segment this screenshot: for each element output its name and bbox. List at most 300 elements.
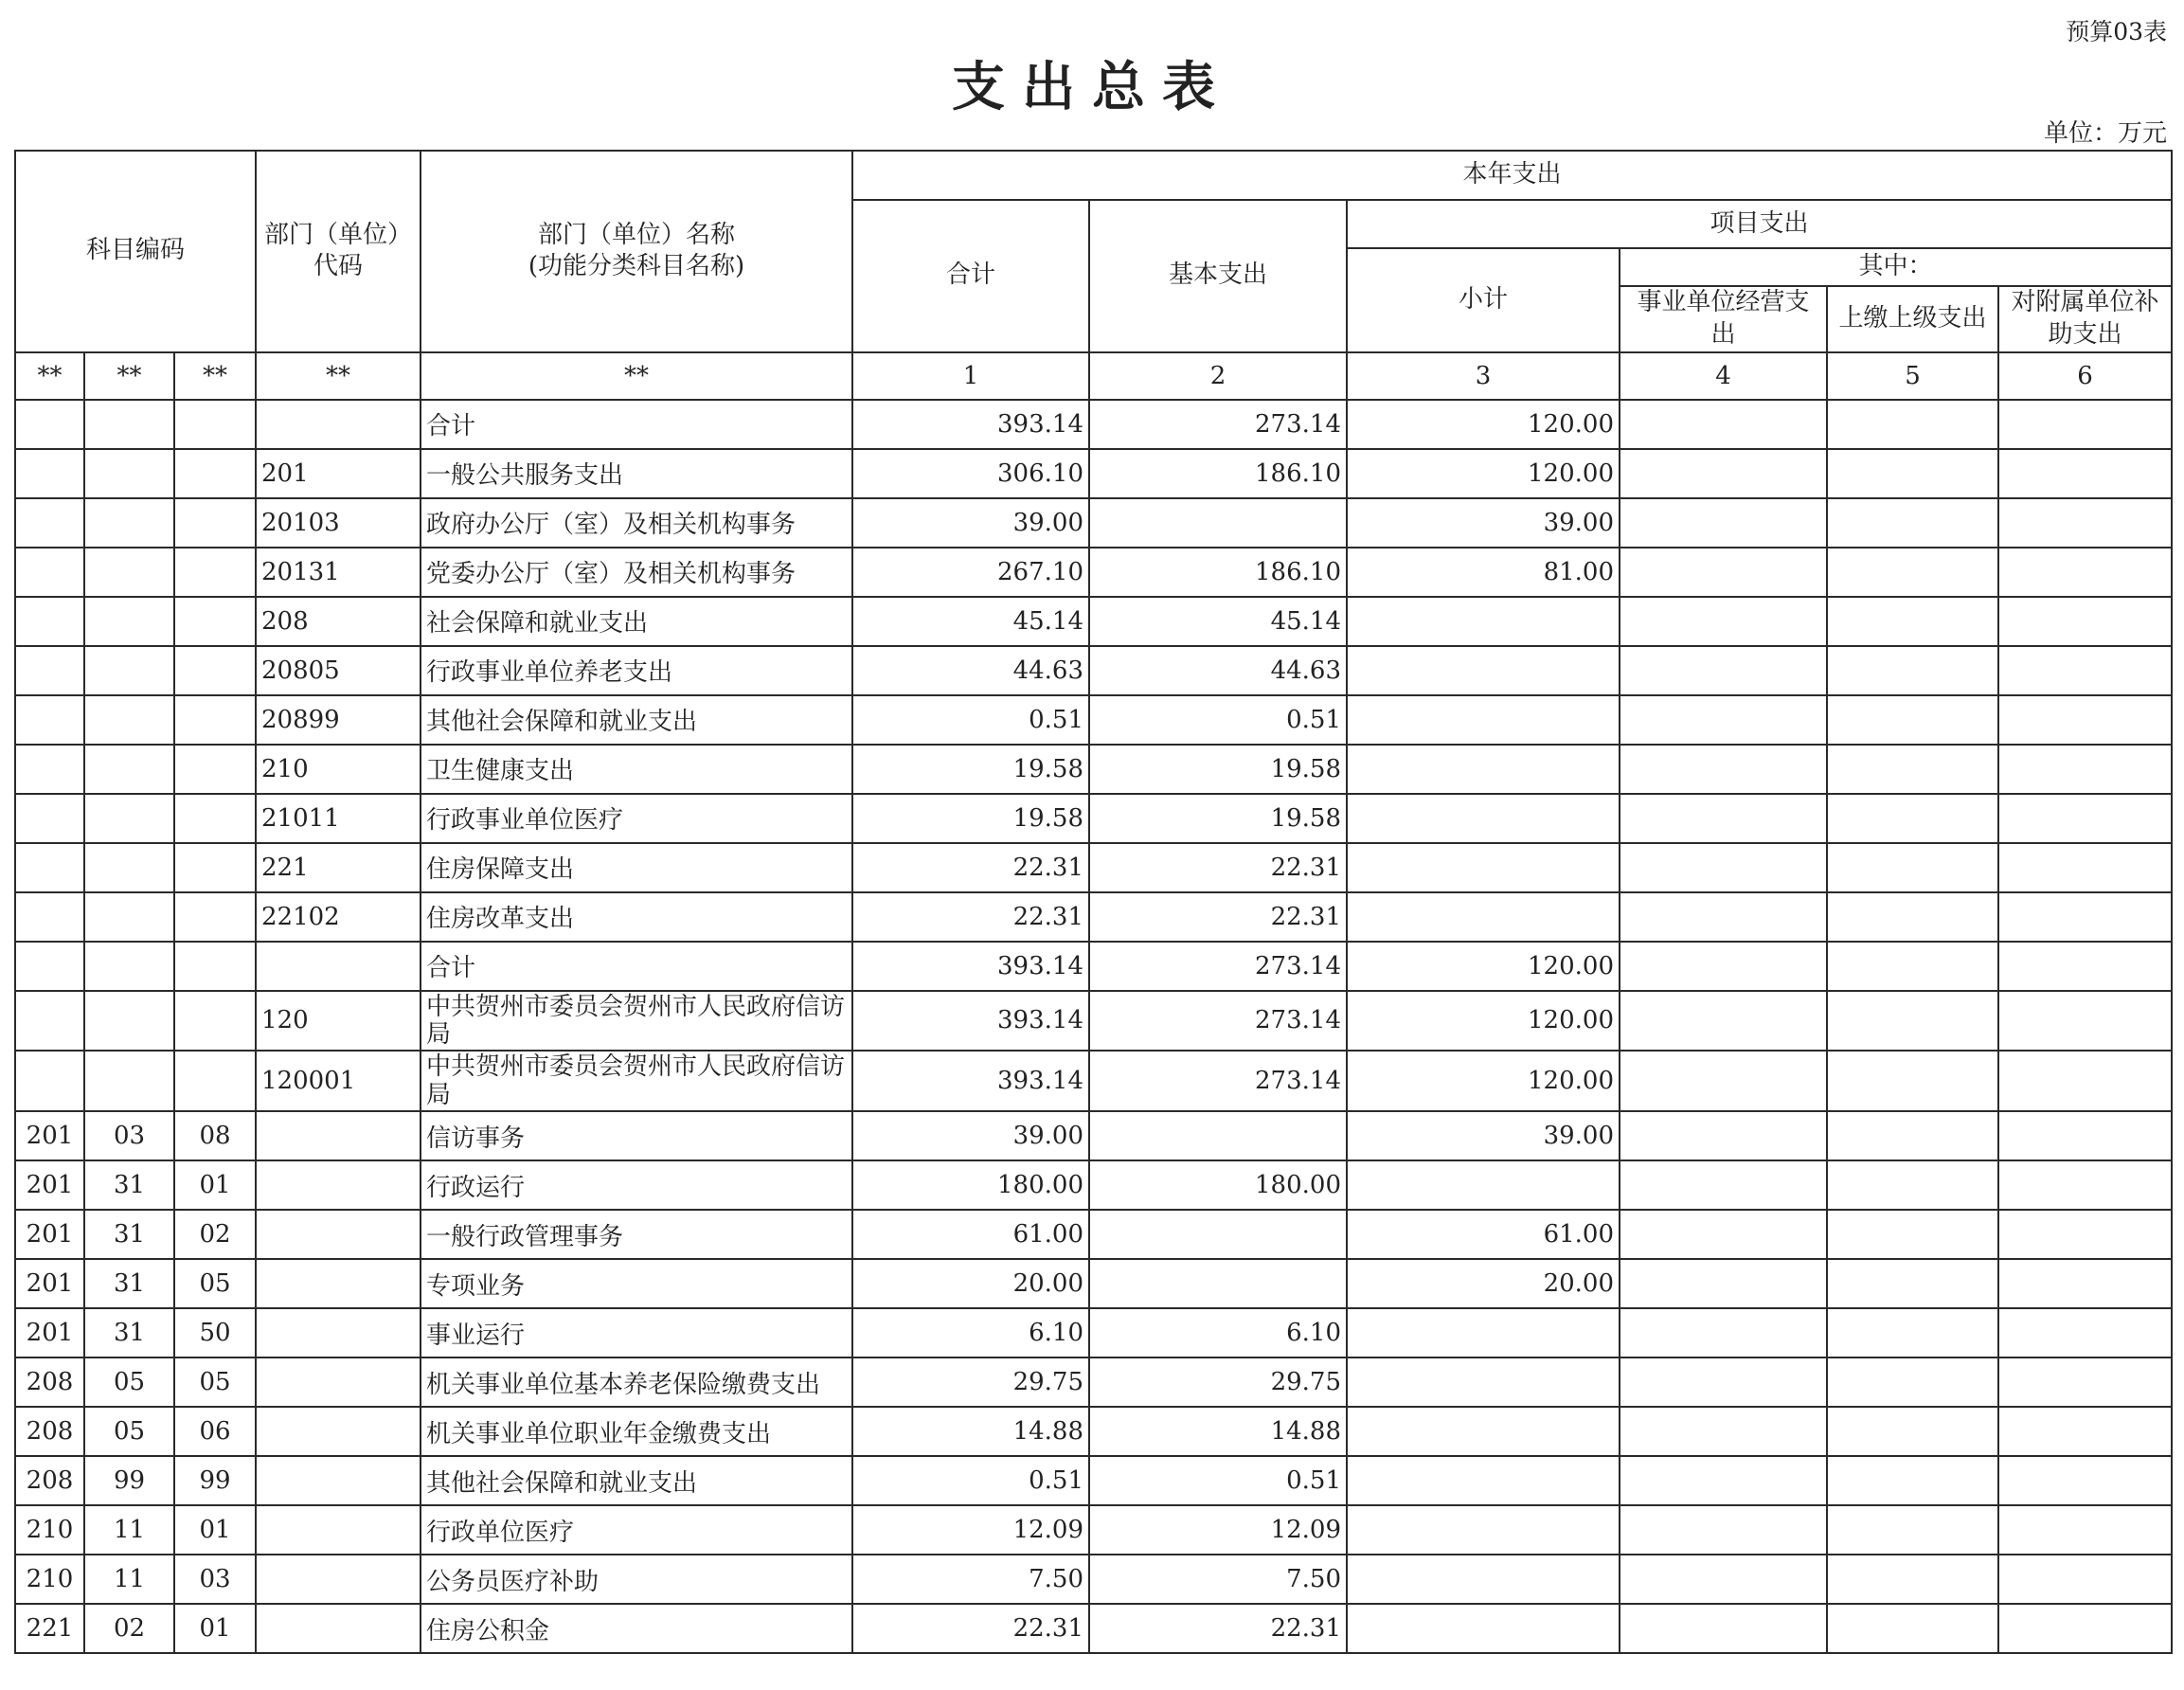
subject-item-cell [174,695,256,745]
dept-name-cell: 合计 [421,942,852,991]
subject-class-cell [15,942,84,991]
subsidy-cell [1998,498,2172,548]
subject-item-cell: 05 [174,1259,256,1308]
subject-section-cell [84,695,174,745]
total-cell: 14.88 [852,1407,1089,1456]
table-row [15,1111,2172,1160]
project-subtotal-cell [1347,646,1620,695]
dept-name-cell: 一般行政管理事务 [421,1210,852,1259]
dept-code-cell [256,1407,421,1456]
subject-class-cell [15,892,84,942]
subsidy-cell [1998,597,2172,646]
subsidy-cell [1998,1259,2172,1308]
subsidy-cell [1998,843,2172,892]
dept-code-cell: 20103 [256,498,421,548]
subject-class-cell [15,794,84,843]
project-subtotal-cell [1347,794,1620,843]
subject-item-cell: 08 [174,1111,256,1160]
col-number-1: 1 [852,352,1089,400]
subject-section-cell: 02 [84,1604,174,1653]
project-subtotal-cell [1347,1308,1620,1357]
subject-item-cell: 01 [174,1604,256,1653]
subject-class-cell: 201 [15,1308,84,1357]
basic-cell: 45.14 [1089,597,1347,646]
basic-cell: 186.10 [1089,449,1347,498]
total-cell: 22.31 [852,892,1089,942]
table-row [15,1407,2172,1456]
subject-item-cell: 06 [174,1407,256,1456]
basic-cell: 14.88 [1089,1407,1347,1456]
dept-code-cell [256,1308,421,1357]
subject-section-cell [84,548,174,597]
biz-op-cell [1620,745,1827,794]
upper-pay-cell [1827,1456,1998,1505]
subject-item-cell [174,991,256,1052]
dept-code-cell: 201 [256,449,421,498]
total-cell: 61.00 [852,1210,1089,1259]
table-row [15,1456,2172,1505]
subject-item-cell [174,1051,256,1111]
project-subtotal-cell [1347,597,1620,646]
total-cell: 29.75 [852,1357,1089,1407]
subject-class-cell: 201 [15,1111,84,1160]
upper-pay-cell [1827,991,1998,1052]
biz-op-cell [1620,1604,1827,1653]
subject-section-cell: 03 [84,1111,174,1160]
project-subtotal-cell [1347,695,1620,745]
upper-pay-cell [1827,794,1998,843]
dept-name-cell: 党委办公厅（室）及相关机构事务 [421,548,852,597]
biz-op-cell [1620,1456,1827,1505]
header-subtotal: 小计 [1347,248,1620,352]
biz-op-cell [1620,1505,1827,1555]
dept-code-cell [256,1604,421,1653]
subject-section-cell: 31 [84,1308,174,1357]
subject-item-cell [174,400,256,449]
dept-name-cell: 行政运行 [421,1160,852,1210]
biz-op-cell [1620,400,1827,449]
subsidy-cell [1998,1407,2172,1456]
subject-class-cell [15,597,84,646]
dept-name-cell: 合计 [421,400,852,449]
subject-class-cell: 208 [15,1407,84,1456]
subject-class-cell: 221 [15,1604,84,1653]
biz-op-cell [1620,695,1827,745]
subject-class-cell [15,449,84,498]
biz-op-cell [1620,794,1827,843]
biz-op-cell [1620,548,1827,597]
table-row [15,1604,2172,1653]
subsidy-cell [1998,991,2172,1052]
table-row [15,646,2172,695]
total-cell: 44.63 [852,646,1089,695]
upper-pay-cell [1827,646,1998,695]
project-subtotal-cell [1347,843,1620,892]
basic-cell [1089,1259,1347,1308]
project-subtotal-cell [1347,1555,1620,1604]
project-subtotal-cell [1347,1505,1620,1555]
upper-pay-cell [1827,597,1998,646]
expenditure-table [14,150,2173,1654]
basic-cell: 22.31 [1089,892,1347,942]
col-number-4: 4 [1620,352,1827,400]
table-row [15,548,2172,597]
basic-cell: 180.00 [1089,1160,1347,1210]
biz-op-cell [1620,1555,1827,1604]
col-number-2: 2 [1089,352,1347,400]
dept-name-cell: 住房保障支出 [421,843,852,892]
subject-section-cell [84,400,174,449]
dept-code-cell [256,1210,421,1259]
header-total: 合计 [852,200,1089,352]
project-subtotal-cell [1347,1407,1620,1456]
total-cell: 12.09 [852,1505,1089,1555]
biz-op-cell [1620,1407,1827,1456]
subject-section-cell [84,597,174,646]
dept-name-cell: 公务员医疗补助 [421,1555,852,1604]
upper-pay-cell [1827,400,1998,449]
subject-section-cell [84,942,174,991]
total-cell: 393.14 [852,1051,1089,1111]
dept-code-cell: 210 [256,745,421,794]
star-cell: ** [421,352,852,400]
subject-class-cell: 208 [15,1456,84,1505]
subject-class-cell: 208 [15,1357,84,1407]
subject-class-cell [15,695,84,745]
subsidy-cell [1998,646,2172,695]
biz-op-cell [1620,1160,1827,1210]
dept-code-cell [256,1555,421,1604]
basic-cell: 19.58 [1089,745,1347,794]
project-subtotal-cell: 120.00 [1347,1051,1620,1111]
subject-section-cell: 31 [84,1160,174,1210]
table-row [15,843,2172,892]
basic-cell: 273.14 [1089,400,1347,449]
total-cell: 20.00 [852,1259,1089,1308]
subject-item-cell: 01 [174,1160,256,1210]
subject-section-cell [84,843,174,892]
subject-section-cell [84,646,174,695]
header-of-which: 其中： [1620,248,2172,286]
project-subtotal-cell: 120.00 [1347,991,1620,1052]
subsidy-cell [1998,1308,2172,1357]
biz-op-cell [1620,498,1827,548]
upper-pay-cell [1827,843,1998,892]
upper-pay-cell [1827,745,1998,794]
subject-class-cell [15,843,84,892]
biz-op-cell [1620,843,1827,892]
basic-cell: 186.10 [1089,548,1347,597]
dept-name-cell: 卫生健康支出 [421,745,852,794]
upper-pay-cell [1827,1407,1998,1456]
upper-pay-cell [1827,1308,1998,1357]
dept-name-cell: 其他社会保障和就业支出 [421,695,852,745]
upper-pay-cell [1827,498,1998,548]
subsidy-cell [1998,745,2172,794]
dept-code-cell: 221 [256,843,421,892]
upper-pay-cell [1827,1555,1998,1604]
total-cell: 180.00 [852,1160,1089,1210]
subsidy-cell [1998,1456,2172,1505]
header-project: 项目支出 [1347,200,2172,248]
table-row [15,1160,2172,1210]
subsidy-cell [1998,892,2172,942]
subject-class-cell [15,646,84,695]
subject-section-cell: 99 [84,1456,174,1505]
page-title: 支出总表 [952,57,1232,118]
total-cell: 393.14 [852,991,1089,1052]
upper-pay-cell [1827,1259,1998,1308]
subject-section-cell [84,498,174,548]
dept-code-cell [256,1357,421,1407]
project-subtotal-cell [1347,1160,1620,1210]
header-dept-name: 部门（单位）名称 (功能分类科目名称) [421,151,852,352]
subsidy-cell [1998,548,2172,597]
table-row [15,1308,2172,1357]
dept-name-cell: 事业运行 [421,1308,852,1357]
upper-pay-cell [1827,942,1998,991]
subject-item-cell [174,892,256,942]
subsidy-cell [1998,1111,2172,1160]
upper-pay-cell [1827,1051,1998,1111]
star-cell: ** [84,352,174,400]
project-subtotal-cell [1347,1456,1620,1505]
total-cell: 19.58 [852,794,1089,843]
dept-code-cell: 20805 [256,646,421,695]
dept-name-cell: 中共贺州市委员会贺州市人民政府信访局 [421,991,852,1052]
basic-cell [1089,1210,1347,1259]
basic-cell: 273.14 [1089,1051,1347,1111]
biz-op-cell [1620,1357,1827,1407]
upper-pay-cell [1827,695,1998,745]
total-cell: 393.14 [852,942,1089,991]
col-number-5: 5 [1827,352,1998,400]
subject-class-cell: 210 [15,1505,84,1555]
dept-name-cell: 一般公共服务支出 [421,449,852,498]
subsidy-cell [1998,1604,2172,1653]
project-subtotal-cell: 81.00 [1347,548,1620,597]
basic-cell: 12.09 [1089,1505,1347,1555]
basic-cell: 273.14 [1089,942,1347,991]
basic-cell: 29.75 [1089,1357,1347,1407]
subject-class-cell: 210 [15,1555,84,1604]
table-header [15,151,2172,400]
header-dept-code: 部门（单位）代码 [256,151,421,352]
dept-name-cell: 机关事业单位基本养老保险缴费支出 [421,1357,852,1407]
total-cell: 22.31 [852,843,1089,892]
header-subsidy: 对附属单位补助支出 [1998,286,2172,352]
table-row [15,942,2172,991]
subject-item-cell: 99 [174,1456,256,1505]
subsidy-cell [1998,400,2172,449]
header-current-year: 本年支出 [852,151,2172,200]
dept-code-cell: 21011 [256,794,421,843]
table-row [15,794,2172,843]
upper-pay-cell [1827,1210,1998,1259]
dept-code-cell: 22102 [256,892,421,942]
subject-class-cell: 201 [15,1259,84,1308]
biz-op-cell [1620,1051,1827,1111]
project-subtotal-cell: 120.00 [1347,400,1620,449]
table-row [15,400,2172,449]
table-row [15,597,2172,646]
dept-code-cell: 20131 [256,548,421,597]
dept-name-cell: 专项业务 [421,1259,852,1308]
basic-cell: 0.51 [1089,695,1347,745]
basic-cell: 273.14 [1089,991,1347,1052]
dept-code-cell: 20899 [256,695,421,745]
subsidy-cell [1998,449,2172,498]
dept-name-cell: 社会保障和就业支出 [421,597,852,646]
total-cell: 0.51 [852,1456,1089,1505]
subject-section-cell: 05 [84,1407,174,1456]
upper-pay-cell [1827,1160,1998,1210]
subject-item-cell [174,597,256,646]
table-row [15,1555,2172,1604]
subject-class-cell [15,745,84,794]
header-biz-op: 事业单位经营支出 [1620,286,1827,352]
total-cell: 22.31 [852,1604,1089,1653]
subject-section-cell [84,794,174,843]
subject-item-cell: 02 [174,1210,256,1259]
project-subtotal-cell: 39.00 [1347,498,1620,548]
biz-op-cell [1620,1308,1827,1357]
dept-name-cell: 行政事业单位养老支出 [421,646,852,695]
dept-name-cell: 行政单位医疗 [421,1505,852,1555]
project-subtotal-cell: 120.00 [1347,449,1620,498]
upper-pay-cell [1827,1505,1998,1555]
col-number-6: 6 [1998,352,2172,400]
star-cell: ** [15,352,84,400]
table-row [15,892,2172,942]
biz-op-cell [1620,1259,1827,1308]
subsidy-cell [1998,1555,2172,1604]
subject-section-cell [84,892,174,942]
subject-class-cell [15,1051,84,1111]
subject-item-cell [174,498,256,548]
dept-name-cell: 住房公积金 [421,1604,852,1653]
subject-class-cell [15,498,84,548]
table-row [15,695,2172,745]
subject-item-cell: 03 [174,1555,256,1604]
total-cell: 7.50 [852,1555,1089,1604]
project-subtotal-cell: 39.00 [1347,1111,1620,1160]
total-cell: 45.14 [852,597,1089,646]
subject-item-cell [174,843,256,892]
upper-pay-cell [1827,892,1998,942]
biz-op-cell [1620,1210,1827,1259]
biz-op-cell [1620,646,1827,695]
subject-section-cell [84,449,174,498]
table-row [15,745,2172,794]
subject-class-cell [15,548,84,597]
table-body [15,400,2172,1654]
subject-item-cell [174,794,256,843]
table-row [15,449,2172,498]
star-cell: ** [256,352,421,400]
subject-item-cell [174,449,256,498]
subject-section-cell [84,745,174,794]
total-cell: 393.14 [852,400,1089,449]
dept-name-cell: 行政事业单位医疗 [421,794,852,843]
dept-code-cell [256,1111,421,1160]
star-cell: ** [174,352,256,400]
dept-name-cell: 中共贺州市委员会贺州市人民政府信访局 [421,1051,852,1111]
dept-code-cell [256,1505,421,1555]
dept-code-cell: 120 [256,991,421,1052]
subsidy-cell [1998,794,2172,843]
header-upper-pay: 上缴上级支出 [1827,286,1998,352]
dept-name-cell: 机关事业单位职业年金缴费支出 [421,1407,852,1456]
biz-op-cell [1620,942,1827,991]
subject-class-cell [15,991,84,1052]
subject-section-cell: 05 [84,1357,174,1407]
basic-cell: 6.10 [1089,1308,1347,1357]
unit-label: 单位：万元 [2043,119,2167,148]
project-subtotal-cell: 20.00 [1347,1259,1620,1308]
subject-section-cell [84,991,174,1052]
subsidy-cell [1998,1357,2172,1407]
subsidy-cell [1998,1505,2172,1555]
table-row [15,1259,2172,1308]
basic-cell: 0.51 [1089,1456,1347,1505]
dept-name-cell: 信访事务 [421,1111,852,1160]
basic-cell: 7.50 [1089,1555,1347,1604]
dept-name-cell: 政府办公厅（室）及相关机构事务 [421,498,852,548]
subject-item-cell: 01 [174,1505,256,1555]
subject-section-cell: 11 [84,1555,174,1604]
subject-class-cell [15,400,84,449]
header-subject-code: 科目编码 [15,151,256,352]
total-cell: 39.00 [852,498,1089,548]
subsidy-cell [1998,1160,2172,1210]
dept-code-cell: 208 [256,597,421,646]
dept-code-cell: 120001 [256,1051,421,1111]
upper-pay-cell [1827,1111,1998,1160]
dept-code-cell [256,400,421,449]
basic-cell: 44.63 [1089,646,1347,695]
dept-name-cell: 住房改革支出 [421,892,852,942]
basic-cell: 22.31 [1089,1604,1347,1653]
subject-item-cell: 50 [174,1308,256,1357]
table-row [15,991,2172,1052]
subject-section-cell: 11 [84,1505,174,1555]
subject-item-cell [174,745,256,794]
upper-pay-cell [1827,1604,1998,1653]
header-basic: 基本支出 [1089,200,1347,352]
total-cell: 306.10 [852,449,1089,498]
col-number-3: 3 [1347,352,1620,400]
subject-section-cell: 31 [84,1259,174,1308]
subsidy-cell [1998,695,2172,745]
total-cell: 6.10 [852,1308,1089,1357]
subject-item-cell [174,548,256,597]
total-cell: 39.00 [852,1111,1089,1160]
basic-cell: 22.31 [1089,843,1347,892]
upper-pay-cell [1827,1357,1998,1407]
subject-item-cell [174,942,256,991]
subject-class-cell: 201 [15,1160,84,1210]
project-subtotal-cell [1347,1357,1620,1407]
upper-pay-cell [1827,449,1998,498]
subject-item-cell [174,646,256,695]
subsidy-cell [1998,1210,2172,1259]
upper-pay-cell [1827,548,1998,597]
subject-section-cell: 31 [84,1210,174,1259]
subsidy-cell [1998,942,2172,991]
biz-op-cell [1620,892,1827,942]
table-row [15,1051,2172,1111]
